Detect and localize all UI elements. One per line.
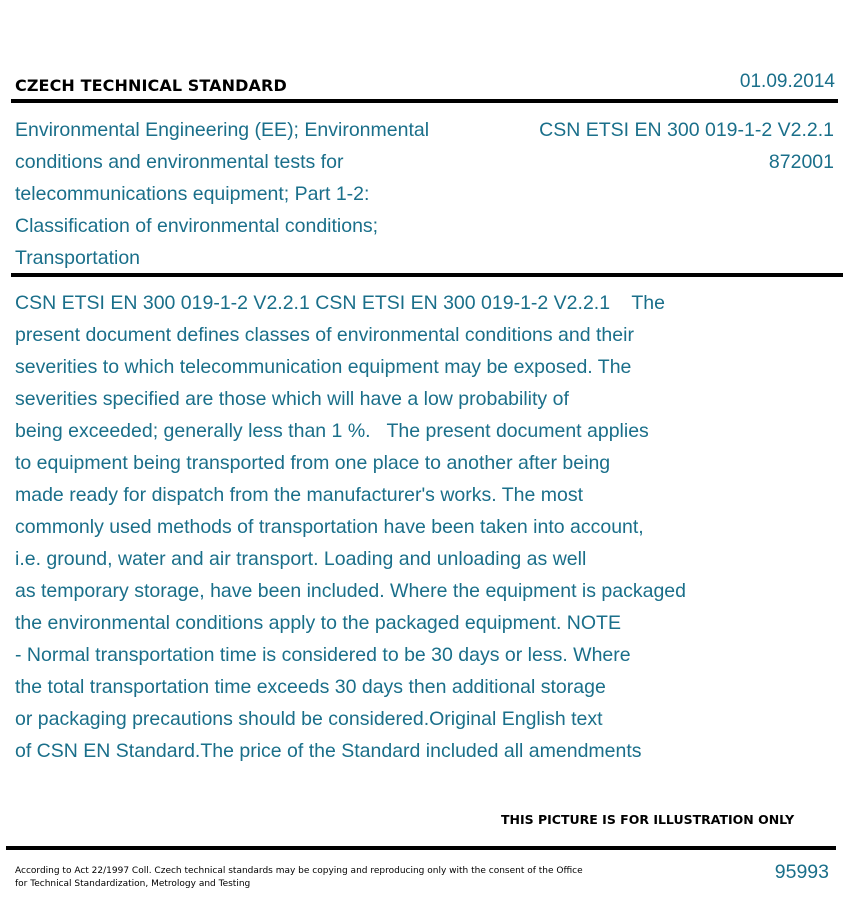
- abstract-line: severities to which telecommunication equipment may be exposed. The: [15, 356, 632, 378]
- abstract-line: commonly used methods of transportation have been taken into account,: [15, 516, 644, 538]
- abstract-line: i.e. ground, water and air transport. Loading and unloading as well: [15, 548, 587, 570]
- legal-notice-line: for Technical Standardization, Metrology and Testing: [15, 879, 251, 889]
- publication-date: 01.09.2014: [739, 71, 835, 92]
- title-divider: [11, 273, 843, 277]
- footer-divider: [6, 846, 836, 850]
- abstract-line: being exceeded; generally less than 1 %. The present document applies: [15, 420, 649, 442]
- title-line: Environmental Engineering (EE); Environmental: [15, 119, 430, 141]
- abstract-line: of CSN EN Standard.The price of the Standard included all amendments: [15, 740, 642, 762]
- abstract-line: to equipment being transported from one place to another after being: [15, 452, 611, 474]
- standard-title: [15, 114, 485, 274]
- standard-identifier-block: [539, 114, 834, 178]
- catalog-number: 95993: [774, 861, 829, 883]
- title-line: Classification of environmental conditions;: [15, 215, 379, 237]
- abstract-line: present document defines classes of environmental conditions and their: [15, 324, 634, 346]
- abstract-line: the environmental conditions apply to the packaged equipment. NOTE: [15, 612, 621, 634]
- document-type-label: CZECH TECHNICAL STANDARD: [15, 76, 287, 95]
- abstract-line: the total transportation time exceeds 30 days then additional storage: [15, 676, 606, 698]
- title-line: Transportation: [15, 247, 141, 269]
- title-line: conditions and environmental tests for: [15, 151, 344, 173]
- abstract-line: or packaging precautions should be considered.Original English text: [15, 708, 603, 730]
- abstract-text: [15, 287, 835, 767]
- abstract-line: - Normal transportation time is considered to be 30 days or less. Where: [15, 644, 631, 666]
- title-line: telecommunications equipment; Part 1-2:: [15, 183, 370, 205]
- illustration-disclaimer: THIS PICTURE IS FOR ILLUSTRATION ONLY: [501, 812, 795, 827]
- class-number: 872001: [768, 151, 834, 173]
- header-divider: [11, 99, 838, 103]
- legal-notice: [15, 865, 615, 891]
- abstract-line: as temporary storage, have been included. Where the equipment is packaged: [15, 580, 686, 602]
- abstract-line: made ready for dispatch from the manufacturer's works. The most: [15, 484, 584, 506]
- abstract-line: CSN ETSI EN 300 019-1-2 V2.2.1 CSN ETSI EN 300 019-1-2 V2.2.1 The: [15, 292, 665, 314]
- standard-id: CSN ETSI EN 300 019-1-2 V2.2.1: [539, 119, 834, 141]
- abstract-line: severities specified are those which will have a low probability of: [15, 388, 569, 410]
- legal-notice-line: According to Act 22/1997 Coll. Czech technical standards may be copying and reproducing only with the consent of the Office: [15, 866, 583, 876]
